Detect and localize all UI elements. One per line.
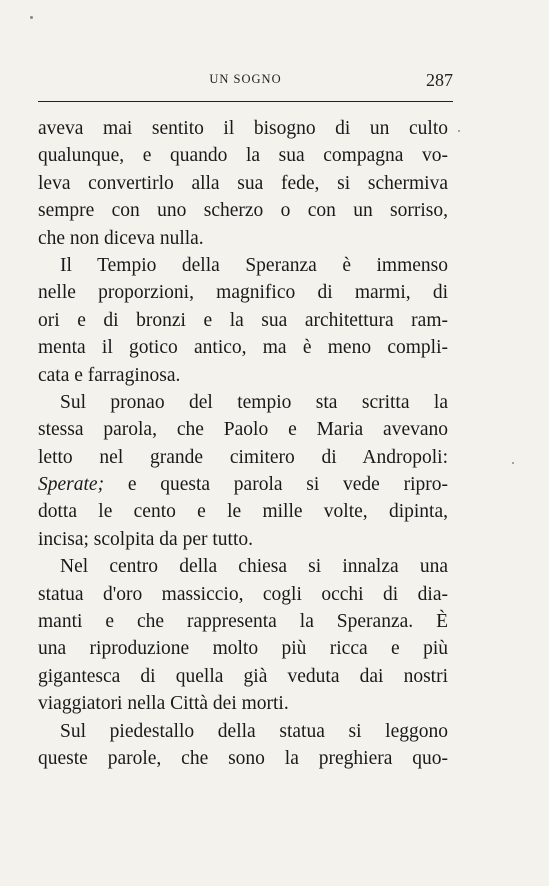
paper-speck — [512, 462, 514, 464]
paper-speck — [30, 16, 33, 19]
text-line: incisa; scolpita da per tutto. — [38, 528, 253, 550]
text-line: menta il gotico antico, ma è meno compli- — [38, 337, 448, 359]
page-number: 287 — [426, 70, 453, 90]
body-text — [38, 115, 448, 772]
text-line: viaggiatori nella Città dei morti. — [38, 693, 289, 715]
text-line: una riproduzione molto più ricca e più — [38, 638, 448, 660]
paper-speck — [458, 130, 460, 132]
text-line: cata e farraginosa. — [38, 364, 181, 386]
paragraph-first-line: Sul piedestallo della statua si leggono — [60, 720, 448, 742]
paragraph-first-line: Nel centro della chiesa si innalza una — [60, 556, 448, 578]
paragraph-first-line: Il Tempio della Speranza è immenso — [60, 254, 448, 276]
paragraph-first-line: Sul pronao del tempio sta scritta la — [60, 391, 448, 413]
text-line: statua d'oro massiccio, cogli occhi di dia- — [38, 583, 448, 605]
text-line: nelle proporzioni, magnifico di marmi, di — [38, 282, 448, 304]
italic-word: Sperate; — [38, 474, 105, 496]
text-line: che non diceva nulla. — [38, 227, 204, 249]
header-rule — [38, 101, 453, 102]
text-line: queste parole, che sono la preghiera quo- — [38, 747, 448, 769]
text-line: qualunque, e quando la sua compagna vo- — [38, 145, 448, 167]
text-line: letto nel grande cimitero di Andropoli: — [38, 446, 448, 468]
page-header — [38, 70, 453, 94]
text-line: aveva mai sentito il bisogno di un culto — [38, 118, 448, 139]
text-line: Sperate; e questa parola si vede ripro- — [38, 474, 448, 496]
running-head: UN SOGNO — [209, 72, 282, 86]
text-line: leva convertirlo alla sua fede, si schermiva — [38, 172, 448, 194]
text-line: gigantesca di quella già veduta dai nostri — [38, 665, 448, 687]
text-line: stessa parola, che Paolo e Maria avevano — [38, 419, 448, 441]
text-line: manti e che rappresenta la Speranza. È — [38, 611, 448, 633]
text-line: dotta le cento e le mille volte, dipinta, — [38, 501, 448, 523]
text-line: sempre con uno scherzo o con un sorriso, — [38, 200, 448, 222]
text-line: ori e di bronzi e la sua architettura ram- — [38, 309, 448, 331]
